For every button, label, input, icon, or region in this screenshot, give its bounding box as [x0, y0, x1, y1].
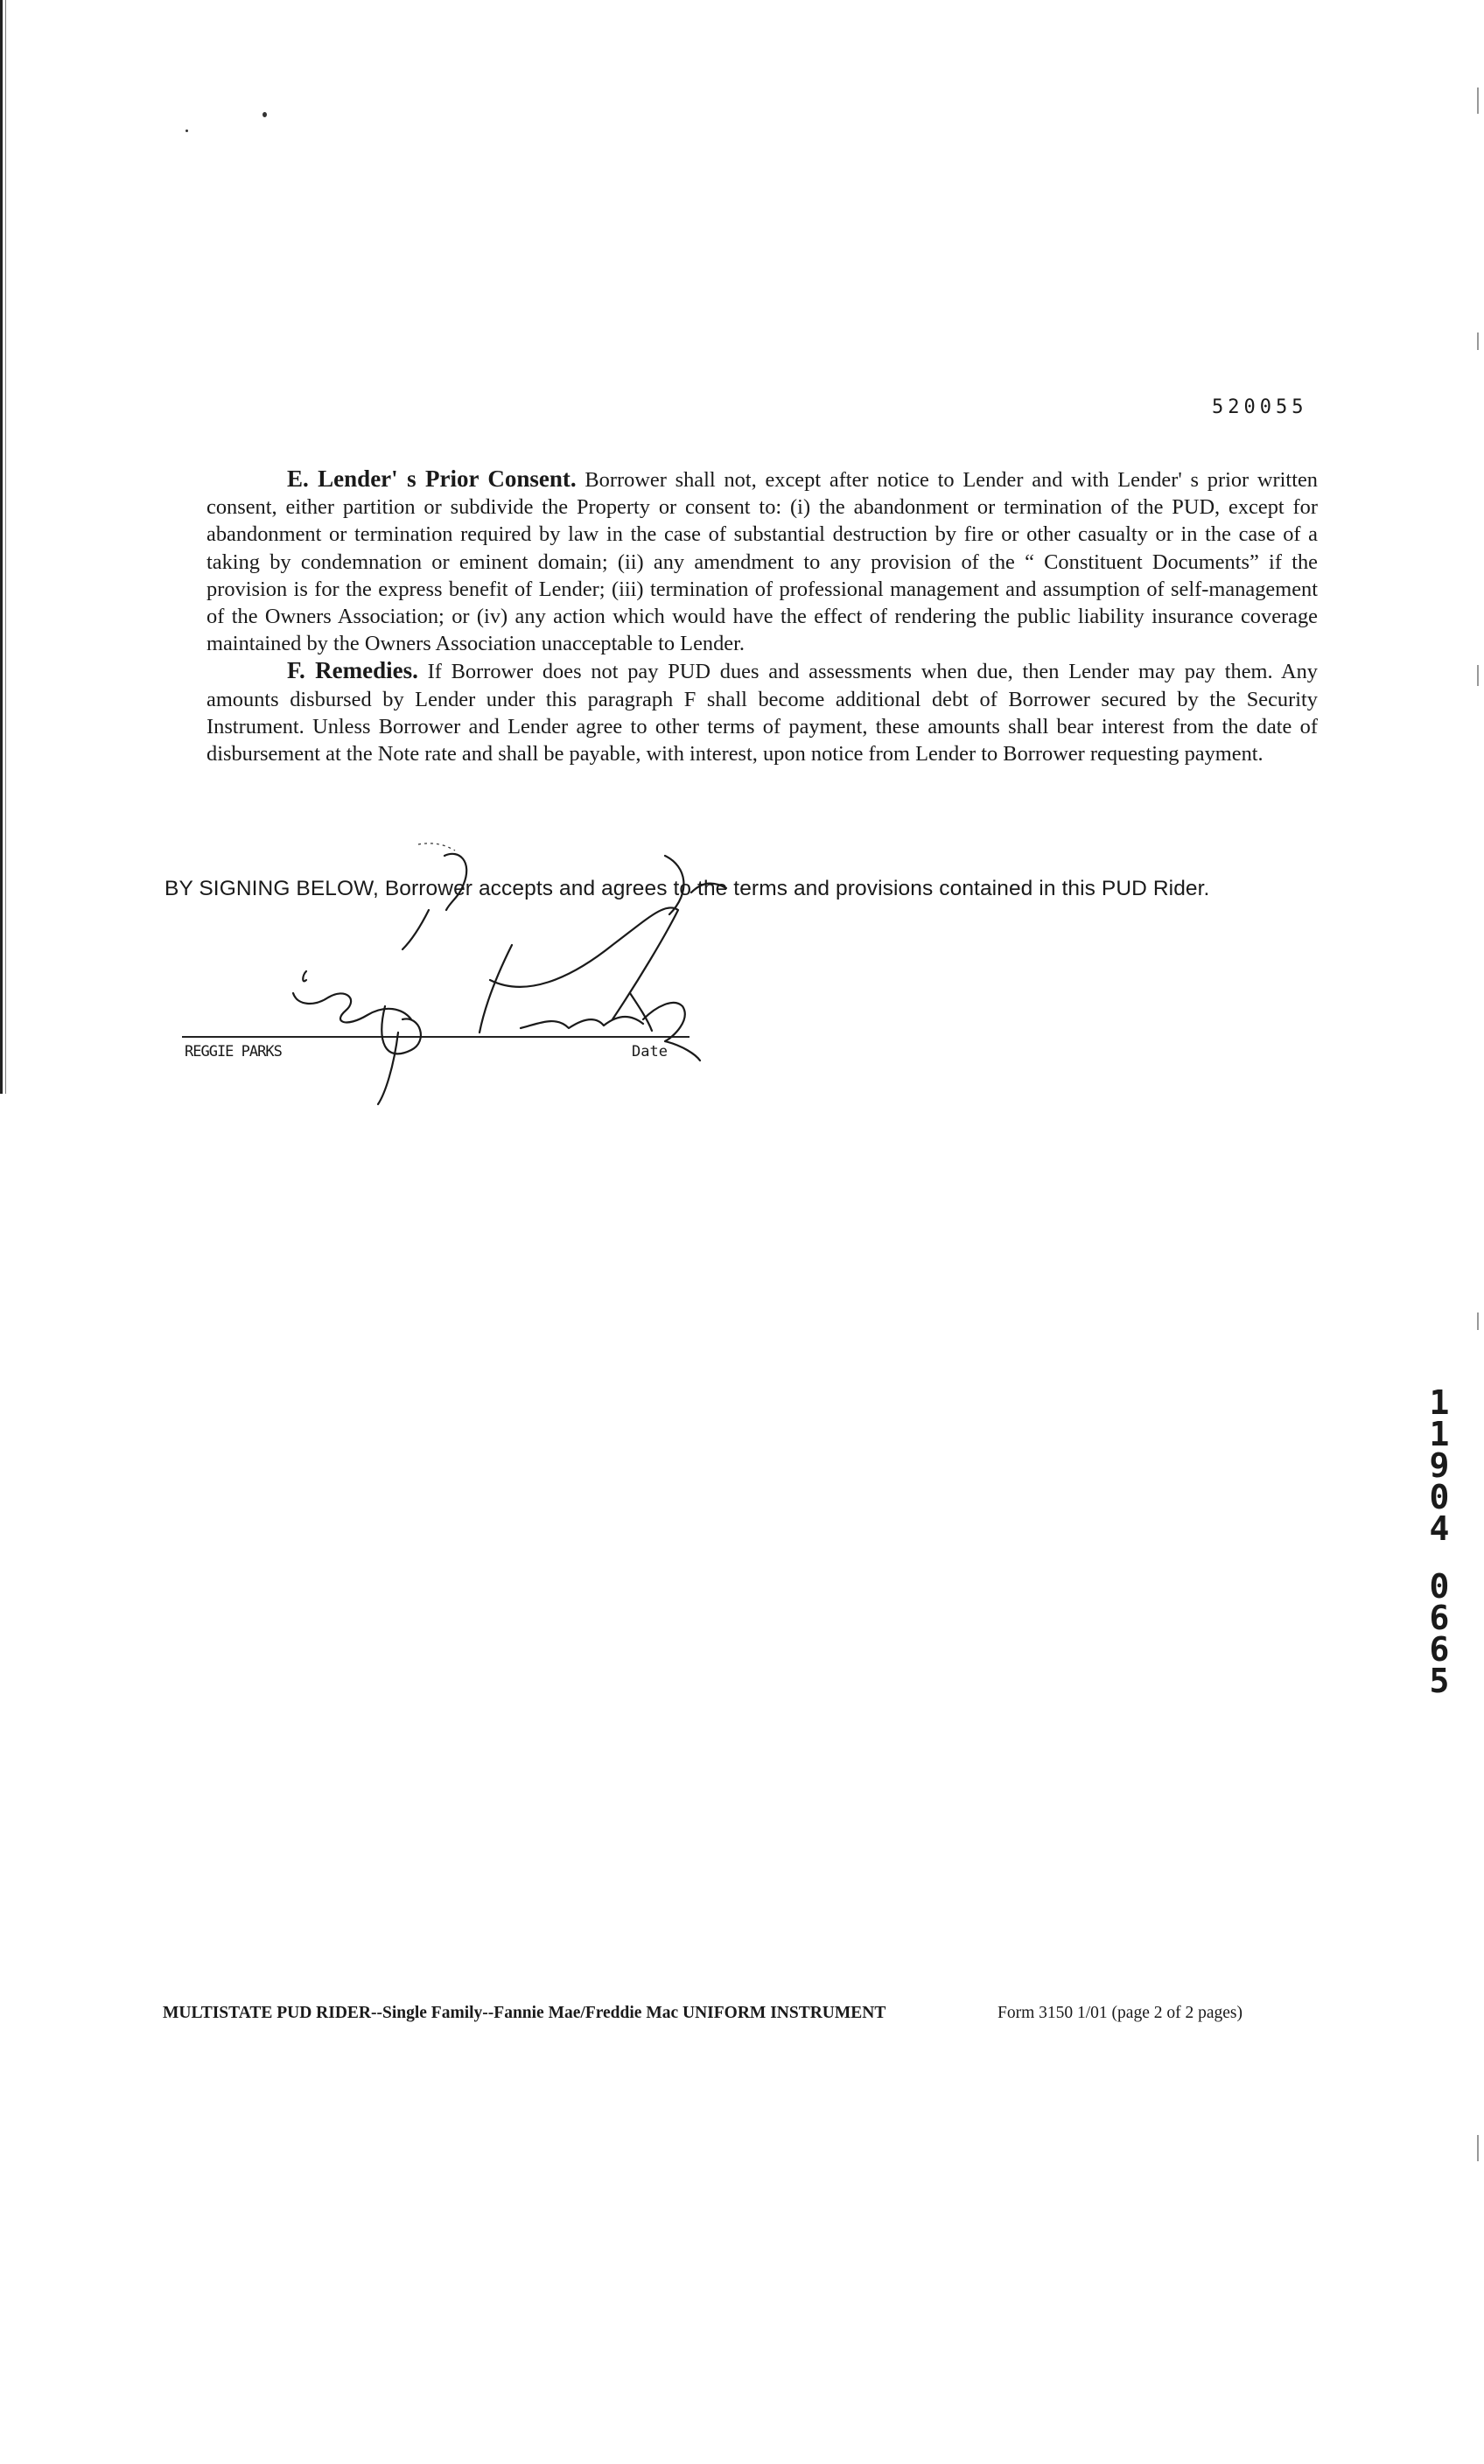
section-heading: F. Remedies. [287, 657, 418, 684]
stamp-digit: 1 [1429, 1415, 1450, 1453]
scan-edge-mark [1477, 1312, 1479, 1330]
section-heading: E. Lender' s Prior Consent. [287, 466, 577, 492]
date-label: Date [632, 1043, 668, 1060]
stamp-digit: 4 [1429, 1509, 1450, 1548]
recording-stamp [1422, 1383, 1457, 1700]
stamp-digit: 6 [1429, 1599, 1450, 1637]
signing-statement: BY SIGNING BELOW, Borrower accepts and agrees to the terms and provisions contained in this PUD Rider. [164, 877, 1210, 900]
signer-name: REGGIE PARKS [185, 1043, 282, 1060]
footer-form-title: MULTISTATE PUD RIDER--Single Family--Fannie Mae/Freddie Mac UNIFORM INSTRUMENT [163, 2004, 886, 2022]
scan-edge-mark [1477, 2135, 1479, 2161]
section-text: If Borrower does not pay PUD dues and assessments when due, then Lender may pay them. Any amounts disbursed by Lender under this paragraph F shall become additional debt of Borrower secured by the Security Instrument. Unless Borrower and Lender agree to other terms of payment, these amounts shall bear interest from the date of disbursement at the Note rate and shall be payable, with interest, upon notice from Lender to Borrower requesting payment. [206, 660, 1318, 766]
stamp-digit: 9 [1429, 1446, 1450, 1485]
stamp-digit: 0 [1429, 1478, 1450, 1516]
stamp-digit: 5 [1429, 1662, 1450, 1700]
reference-number: 520055 [1212, 396, 1308, 418]
stamp-digit: 0 [1429, 1567, 1450, 1606]
stamp-digit: 6 [1429, 1630, 1450, 1669]
section-text: Borrower shall not, except after notice to Lender and with Lender' s prior written consent, either partition or subdivide the Property or consent to: (i) the abandonment or termination of the PUD, except for abandonment or termination required by law in the case of substantial destruction by fire or other casualty or in the case of a taking by condemnation or eminent domain; (ii) any amendment to any provision of the “ Constituent Documents” if the provision is for the express benefit of Lender; (iii) termination of professional management and assumption of self-management of the Owners Association; or (iv) any action which would have the effect of rendering the public liability insurance coverage maintained by the Owners Association unacceptable to Lender. [206, 468, 1319, 656]
stamp-digit: 1 [1429, 1383, 1450, 1422]
footer-form-number: Form 3150 1/01 (page 2 of 2 pages) [998, 2004, 1242, 2022]
handwritten-signature [0, 0, 1484, 1138]
